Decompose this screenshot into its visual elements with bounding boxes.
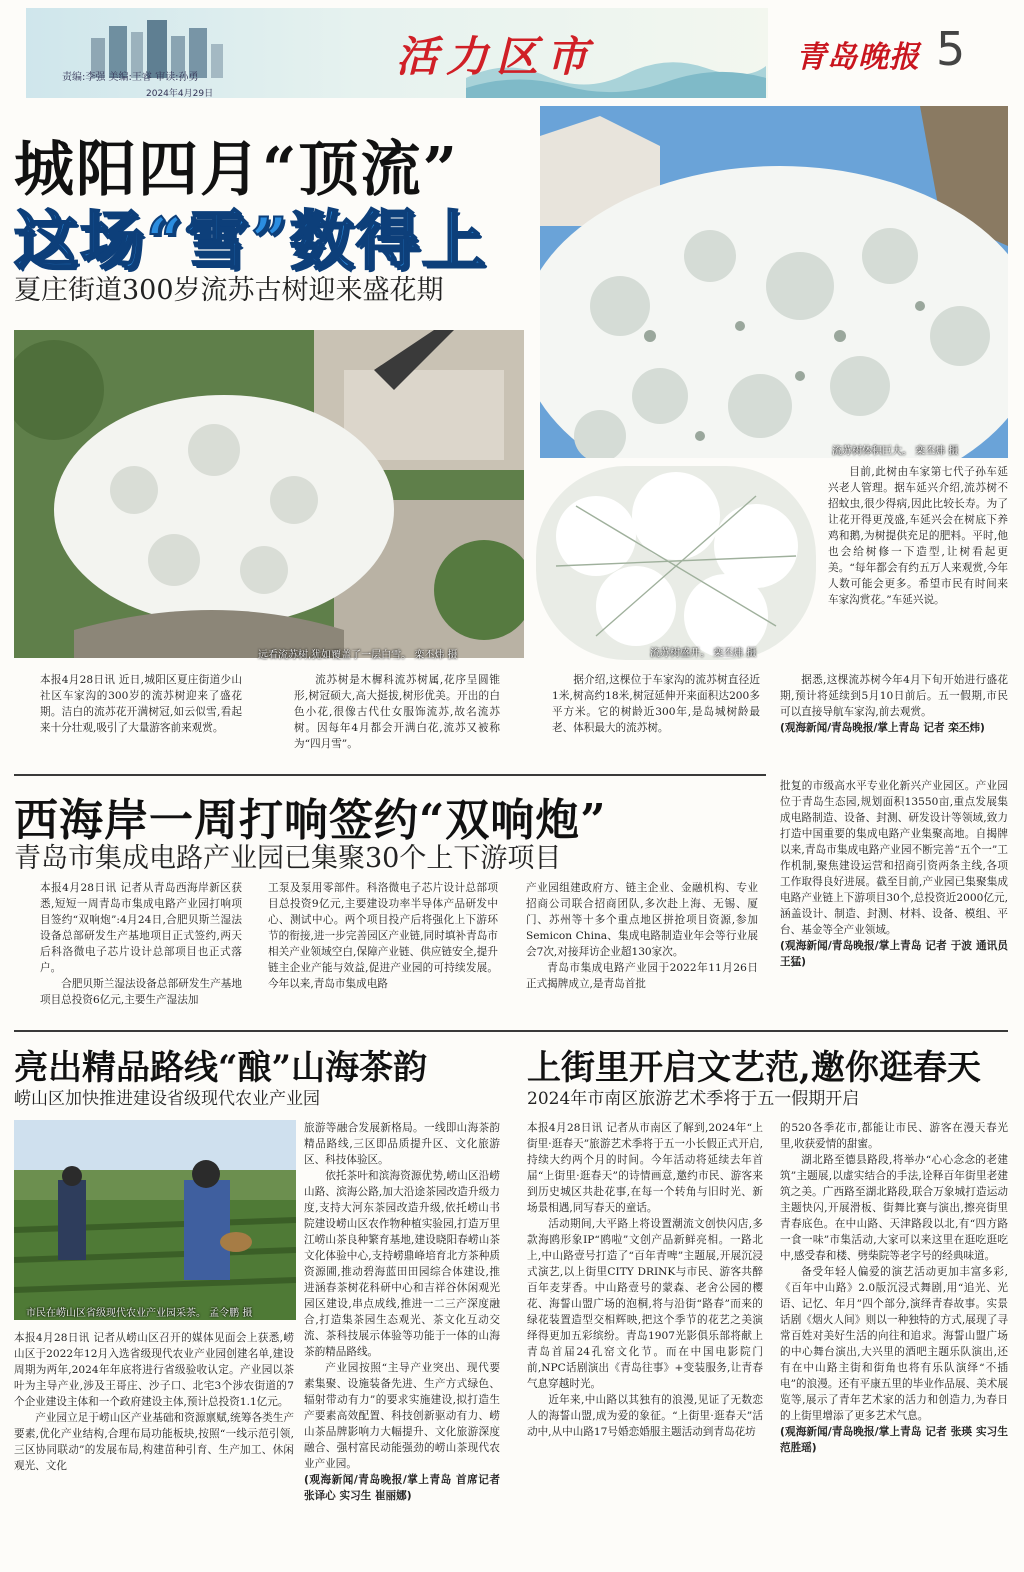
article4-col2-text: 的520各季花市,都能让市民、游客在漫天春光里,收获爱情的甜蜜。: [780, 1122, 1008, 1150]
article3-photo-tea-picking: [14, 1120, 296, 1320]
article1-column-2: [294, 672, 500, 768]
issue-date: 2024年4月29日: [146, 89, 214, 98]
article1-photo-aerial: [14, 330, 524, 658]
article1-photo-tree-closeup: [540, 106, 1008, 458]
article1-caption-top-right: 流苏树体积巨大。 栾丕炜 摄: [832, 446, 959, 457]
article2-col2-text: 工泵及泵用零部件。科洛微电子芯片设计总部项目总投资9亿元,主要建设功率半导体产品研发中心、测试中心。两个项目投产后将强化上下游环节的衔接,进一步完善园区产业链,同时填补青岛市相关产业领域空白,保障产业链、供应链安全,提升链主企业产能与效益,促进产业园的可持续发展。今年以来,青岛市集成电路: [268, 882, 498, 990]
paper-name: 青岛晚报: [796, 40, 920, 75]
article1-column-3: [552, 672, 760, 768]
article1-credit: (观海新闻/青岛晚报/掌上青岛 记者 栾丕炜): [780, 722, 985, 734]
article4-column-1: [527, 1120, 763, 1566]
article4-col1-text: 本报4月28日讯 记者从市南区了解到,2024年“上街里·逛春天”旅游艺术季将于五一小长假正式开启,持续大约两个月的时间。今年活动将延续去年首届“上街里·逛春天”的诗情画意,邀约市民、游客来到历史城区共赴花事,在每一个转角与旧时光、新场景相遇,同写春天的童话。: [527, 1122, 763, 1214]
article1-headline-line1: 城阳四月“顶流”: [14, 135, 460, 205]
article1-caption-inset: 流苏树盛开。 栾丕炜 摄: [650, 648, 757, 659]
article2-column-3: [526, 880, 758, 1018]
article1-caption-main: 远看流苏树,犹如覆盖了一层白雪。 栾丕炜 摄: [258, 650, 458, 661]
article1-col4-text: 据悉,这棵流苏树今年4月下旬开始进行盛花期,预计将延续到5月10日前后。五一假期,市民可以直接导航车家沟,前去观赏。: [780, 674, 1008, 718]
article4-col1b-text: 活动期间,大平路上将设置潮流文创快闪店,多款海鸥形象IP“鸥啦”文创产品新鲜亮相。一路北上,中山路壹号打造了“百年青啤”主题展,开展沉浸式演艺,以上街里CITY DRINK与市民、游客共醉百年麦芽香。中山路壹号的蒙森、老舍公园的樱花、海誓山盟广场的泡桐,将与沿街“路春”而来的绿花装置造型交相辉映,把这个季节的花艺之美演绎得更加五彩缤纷。青岛1907光影俱乐部将献上青岛首届24孔窑文化节。而在中国电影院门前,NPC话剧演出《青岛往事》+变装服务,让青春气息穿越时光。: [527, 1218, 763, 1390]
divider: [14, 1030, 1008, 1032]
article3-subheadline: 崂山区加快推进建设省级现代农业产业园: [14, 1089, 320, 1109]
editors-line: 责编:李强 美编:王睿 审读:孙勇: [62, 72, 199, 83]
article2-col1b-text: 合肥贝斯兰湿法设备总部研发生产基地项目总投资6亿元,主要生产湿法加: [40, 978, 242, 1006]
article2-credit: (观海新闻/青岛晚报/掌上青岛 记者 于波 通讯员 王猛): [780, 940, 1008, 968]
article3-credit: (观海新闻/青岛晚报/掌上青岛 首席记者 张译心 实习生 崔丽娜): [304, 1474, 500, 1502]
article2-column-1: [40, 880, 242, 1018]
article2-subheadline: 青岛市集成电路产业园已集聚30个上下游项目: [14, 843, 562, 874]
article1-column-1: [40, 672, 242, 768]
article2-headline: 西海岸一周打响签约“双响炮”: [14, 795, 607, 846]
article2-col1-text: 本报4月28日讯 记者从青岛西海岸新区获悉,短短一周青岛市集成电路产业园打响项目签约“双响炮”:4月24日,合肥贝斯兰湿法设备总部研发生产基地项目正式签约,两天后科洛微电子芯片设计总部项目也正式落户。: [40, 882, 242, 974]
article1-col2-text: 流苏树是木樨科流苏树属,花序呈圆锥形,树冠硕大,高大挺拔,树形优美。开出的白色小花,很像古代仕女服饰流苏,故名流苏树。因每年4月都会开满白花,流苏又被称为“四月雪”。: [294, 674, 500, 750]
article3-column-right: [304, 1120, 500, 1566]
article4-headline: 上街里开启文艺范,邀你逛春天: [527, 1048, 981, 1088]
article3-headline: 亮出精品路线“酿”山海茶韵: [14, 1048, 428, 1088]
article3-left-text-1: 本报4月28日讯 记者从崂山区召开的媒体见面会上获悉,崂山区于2022年12月入选省级现代农业产业园创建名单,建设周期为两年,2024年年底将进行省级验收认定。产业园以茶叶为主导产业,涉及王哥庄、沙子口、北宅3个涉农街道的7个企业建设主体和一个政府建设主体,预计总投资1.1亿元。: [14, 1332, 294, 1408]
article1-side-column: [828, 464, 1008, 670]
article4-credit: (观海新闻/青岛晚报/掌上青岛 记者 张瑛 实习生 范胜瑶): [780, 1426, 1008, 1454]
divider: [14, 774, 766, 776]
article1-headline-line2: 这场“雪”数得上: [14, 204, 488, 279]
article3-column-left: [14, 1330, 294, 1566]
article4-column-2: [780, 1120, 1008, 1566]
article2-col3-text: 产业园组建政府方、链主企业、金融机构、专业招商公司联合招商团队,多次赴上海、无锡、厦门、苏州等十多个重点地区拼抢项目资源,参加Semicon China、集成电路制造业年会等行业展会7次,对接拜访企业超130家次。: [526, 882, 758, 958]
article3-right-text-1: 旅游等融合发展新格局。一线即山海茶韵精品路线,三区即品质提升区、文化旅游区、科技体验区。: [304, 1122, 500, 1166]
article2-column-4: [780, 778, 1008, 1018]
article1-photo-inset: [536, 466, 816, 660]
page-number: 5: [936, 22, 966, 76]
article3-caption: 市民在崂山区省级现代农业产业园采茶。 孟令鹏 摄: [26, 1308, 253, 1319]
article1-side-text: 目前,此树由车家第七代子孙车延兴老人管理。据车延兴介绍,流苏树不招蚊虫,很少得病,因此比较长寿。为了让花开得更茂盛,车延兴会在树底下养鸡和鹅,为树提供充足的肥料。平时,他也会给树修一下造型,让树看起更美。“每年都会有约五万人来观赏,今年人数可能会更多。希望市民有时间来车家沟赏花。”车延兴说。: [828, 466, 1008, 606]
section-title: 活力区市: [396, 32, 597, 81]
article2-col3b-text: 青岛市集成电路产业园于2022年11月26日正式揭牌成立,是青岛首批: [526, 962, 758, 990]
article4-col2c-text: 备受年轻人偏爱的演艺活动更加丰富多彩,《百年中山路》2.0版沉浸式舞剧,用“追光、光语、记忆、年月”四个部分,演绎青春故事。实景话剧《烟火人间》则以一种独特的方式,展现了寻常百姓对美好生活的向往和追求。海誓山盟广场的中心舞台演出,大兴里的酒吧主题乐队演出,还有在中山路主街和街角也将有乐队演绎“不插电”的浪漫。还有平康五里的毕业作品展、美术展览等,展示了青年艺术家的活力和创造力,为春日的上街里增添了更多艺术气息。: [780, 1266, 1008, 1422]
article4-subheadline: 2024年市南区旅游艺术季将于五一假期开启: [527, 1089, 860, 1109]
article3-right-text-3: 产业园按照“主导产业突出、现代要素集聚、设施装备先进、生产方式绿色、辐射带动有力”的要求实施建设,拟打造生产要素高效配置、科技创新驱动有力、崂山茶品牌影响力大幅提升、文化旅游深度融合、强村富民动能强劲的崂山茶现代农业产业园。: [304, 1362, 500, 1470]
article1-col3-text: 据介绍,这棵位于车家沟的流苏树直径近1米,树高约18米,树冠延伸开来面积达200多平方米。它的树龄近300年,是岛城树龄最老、体积最大的流苏树。: [552, 674, 760, 734]
masthead-banner: [26, 8, 768, 98]
article4-col1c-text: 近年来,中山路以其独有的浪漫,见证了无数恋人的海誓山盟,成为爱的象征。“上街里·逛春天”活动中,从中山路17号婚恋婚服主题活动到青岛花坊: [527, 1394, 763, 1438]
article1-subheadline: 夏庄街道300岁流苏古树迎来盛花期: [14, 275, 444, 306]
article4-col2b-text: 湖北路至德县路段,将举办“心心念念的老建筑”主题展,以虚实结合的手法,诠释百年街里老建筑之美。广西路至湖北路段,联合万象城打造运动主题快闪,开展滑板、街舞比赛与演出,擦亮街里青春底色。在中山路、天津路段以北,有“四方路一食一味”市集活动,大家可以来这里在逛吃逛吃中,感受春和楼、劈柴院等老字号的经典味道。: [780, 1154, 1008, 1262]
article3-left-text-2: 产业园立足于崂山区产业基础和资源禀赋,统筹各类生产要素,优化产业结构,合理布局功能板块,按照“一线示范引领,三区协同联动”的发展布局,构建苗种引育、生产加工、休闲观光、文化: [14, 1412, 294, 1472]
article1-column-4: [780, 672, 1008, 768]
article2-col4-text: 批复的市级高水平专业化新兴产业园区。产业园位于青岛生态园,规划面积13550亩,重点发展集成电路制造、设备、封测、研发设计等领域,致力打造中国重要的集成电路产业集聚高地。自揭牌以来,青岛市集成电路产业园不断完善“五个一”工作机制,聚焦建设运营和招商引资两条主线,各项工作取得良好进展。截至目前,产业园已集聚集成电路产业链上下游项目30个,总投资近2000亿元,涵盖设计、制造、封测、材料、设备、模组、平台、基金等全产业领域。: [780, 780, 1008, 936]
article2-column-2: [268, 880, 498, 1018]
article1-col1-text: 本报4月28日讯 近日,城阳区夏庄街道少山社区车家沟的300岁的流苏树迎来了盛花期。洁白的流苏花开满树冠,如云似雪,看起来十分壮观,吸引了大量游客前来观赏。: [40, 674, 242, 734]
article3-right-text-2: 依托茶叶和滨海资源优势,崂山区沿崂山路、滨海公路,加大沿途茶园改造升级力度,支持大河东茶园改造升级,依托崂山书院建设崂山区农作物种植实验园,打造万里江崂山茶良种繁育基地,建设晓阳春崂山茶文化体验中心,支持崂鼎峰培育北方茶种质资源圃,推动碧海蓝田田园综合体建设,推进涵春茶树花科研中心和吉祥谷休闲观光园区建设,串点成线,推进一二三产深度融合,打造集茶园生态观光、茶文化互动交流、茶科技展示体验等功能于一体的山海茶韵精品路线。: [304, 1170, 500, 1358]
